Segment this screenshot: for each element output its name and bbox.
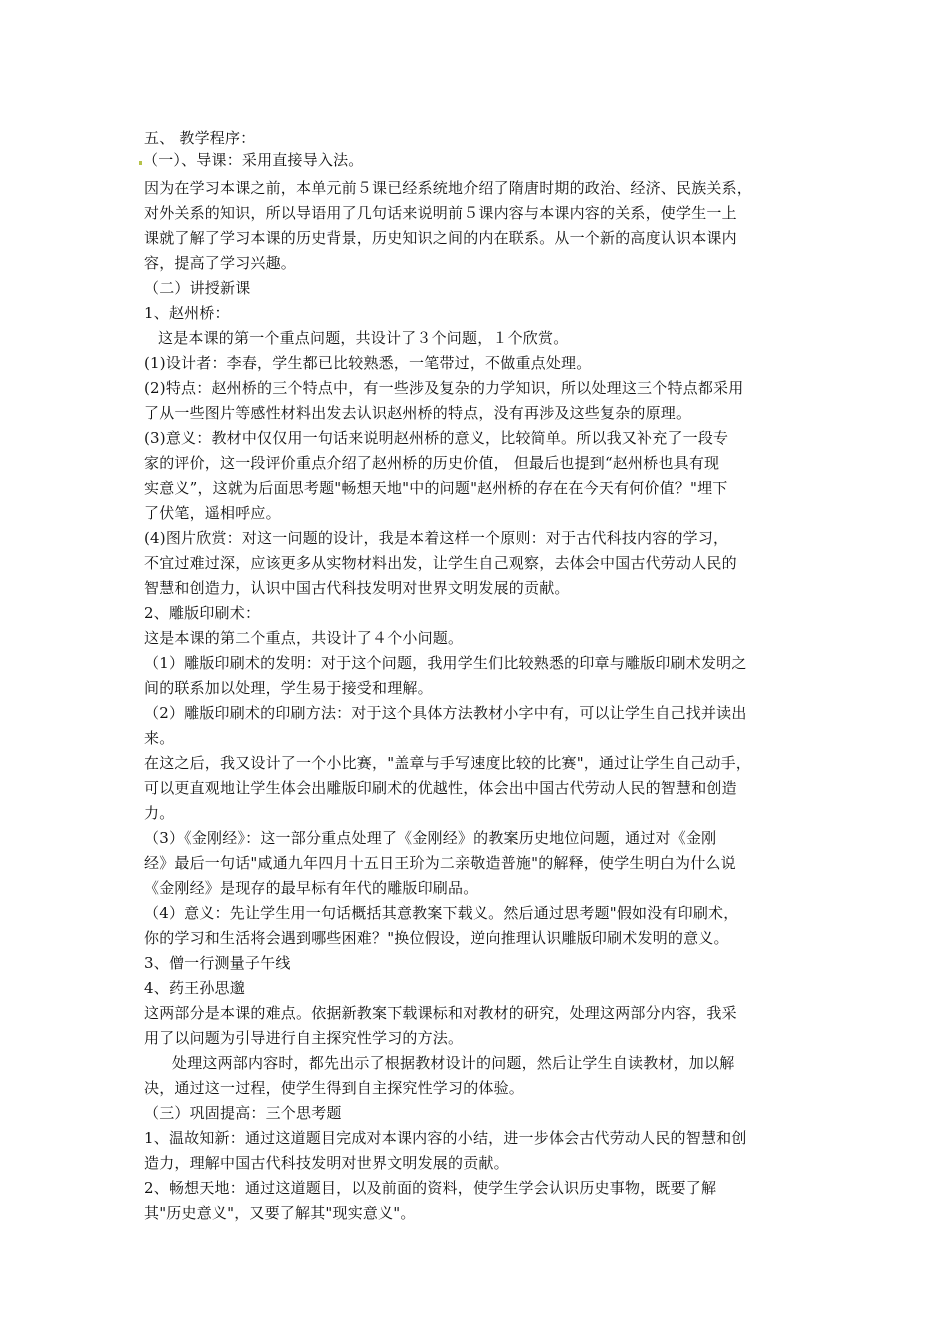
line-text: 《金刚经》是现存的最早标有年代的雕版印刷品。 xyxy=(144,879,479,897)
text-line xyxy=(144,953,291,973)
line-text: (1)设计者：李春，学生都已比较熟悉，一笔带过，不做重点处理。 xyxy=(144,354,592,372)
line-text: 间的联系加以处理，学生易于接受和理解。 xyxy=(144,679,433,697)
text-line xyxy=(144,453,719,473)
line-text: （三）巩固提高：三个思考题 xyxy=(144,1104,342,1122)
text-line xyxy=(144,1128,747,1148)
line-text: 这两部分是本课的难点。依据新教案下载课标和对教材的研究，处理这两部分内容，我采 xyxy=(144,1004,737,1022)
line-text: (4)图片欣赏：对这一问题的设计，我是本着这样一个原则：对于古代科技内容的学习， xyxy=(144,529,729,547)
line-text: 3、僧一行测量子午线 xyxy=(144,954,291,972)
line-text: 力。 xyxy=(144,804,175,822)
line-text: 因为在学习本课之前，本单元前５课已经系统地介绍了隋唐时期的政治、经济、民族关系， xyxy=(144,179,753,197)
text-line xyxy=(144,778,737,798)
line-text: (2)特点：赵州桥的三个特点中，有一些涉及复杂的力学知识，所以处理这三个特点都采用 xyxy=(144,379,744,397)
line-text: （1）雕版印刷术的发明：对于这个问题，我用学生们比较熟悉的印章与雕版印刷术发明之 xyxy=(144,654,747,672)
text-line xyxy=(144,628,463,648)
line-text: 这是本课的第二个重点，共设计了４个小问题。 xyxy=(144,629,464,647)
text-line xyxy=(144,528,728,548)
line-text: 可以更直观地让学生体会出雕版印刷术的优越性，体会出中国古代劳动人民的智慧和创造 xyxy=(144,779,737,797)
text-line xyxy=(144,653,747,673)
text-line xyxy=(158,328,568,348)
line-text: 2、畅想天地：通过这道题目，以及前面的资料，使学生学会认识历史事物，既要了解 xyxy=(144,1179,717,1197)
text-line xyxy=(144,578,570,598)
text-line xyxy=(144,803,174,823)
line-text: 课就了解了学习本课的历史背景，历史知识之间的内在联系。从一个新的高度认识本课内 xyxy=(144,229,737,247)
line-text: 不宜过难过深，应该更多从实物材料出发，让学生自己观察，去体会中国古代劳动人民的 xyxy=(144,554,737,572)
text-line xyxy=(144,553,737,573)
line-text: 2、雕版印刷术： xyxy=(144,604,261,622)
line-text: 决，通过这一过程，使学生得到自主探究性学习的体验。 xyxy=(144,1079,525,1097)
line-text: （3）《金刚经》：这一部分重点处理了《金刚经》的教案历史地位问题，通过对《金刚 xyxy=(144,829,717,847)
line-text: 其"历史意义"，又要了解其"现实意义"。 xyxy=(144,1204,416,1222)
line-text: （二）讲授新课 xyxy=(144,279,251,297)
line-text: 4、药王孙思邈 xyxy=(144,979,245,997)
line-text: （2）雕版印刷术的印刷方法：对于这个具体方法教材小字中有，可以让学生自己找并读出 xyxy=(144,704,747,722)
text-line xyxy=(144,1103,342,1123)
line-text: （一）、导课：采用直接导入法。 xyxy=(143,151,364,169)
line-text: 来。 xyxy=(144,729,175,747)
line-text: 造力，理解中国古代科技发明对世界文明发展的贡献。 xyxy=(144,1154,509,1172)
text-line xyxy=(144,1203,416,1223)
text-line xyxy=(144,1003,737,1023)
line-text: 容，提高了学习兴趣。 xyxy=(144,254,297,272)
text-line xyxy=(144,128,255,148)
text-line xyxy=(144,703,747,723)
text-line xyxy=(144,678,433,698)
text-line xyxy=(144,428,728,448)
text-line xyxy=(144,353,591,373)
text-line xyxy=(144,1078,524,1098)
line-text: 了从一些图片等感性材料出发去认识赵州桥的特点，没有再涉及这些复杂的原理。 xyxy=(144,404,692,422)
line-text: 你的学习和生活将会遇到哪些困难？"换位假设，逆向推理认识雕版印刷术发明的意义。 xyxy=(144,929,729,947)
line-text: 了伏笔，遥相呼应。 xyxy=(144,504,281,522)
line-text: （4）意义：先让学生用一句话概括其意教案下载义。然后通过思考题"假如没有印刷术， xyxy=(144,904,739,922)
line-text: 1、赵州桥： xyxy=(144,304,230,322)
text-line xyxy=(144,728,174,748)
line-text: 在这之后，我又设计了一个小比赛，"盖章与手写速度比较的比赛"，通过让学生自己动手， xyxy=(144,754,752,772)
text-line xyxy=(144,503,281,523)
text-line xyxy=(144,1153,509,1173)
text-line xyxy=(144,1028,463,1048)
text-line xyxy=(144,753,751,773)
line-text: 1、温故知新：通过这道题目完成对本课内容的小结，进一步体会古代劳动人民的智慧和创 xyxy=(144,1129,747,1147)
line-text: 处理这两部内容时，都先出示了根据教材设计的问题，然后让学生自读教材，加以解 xyxy=(172,1054,735,1072)
text-line xyxy=(144,828,716,848)
line-text: 实意义”，这就为后面思考题"畅想天地"中的问题"赵州桥的存在在今天有何价值？"埋下 xyxy=(144,479,728,497)
line-text: 经》最后一句话"咸通九年四月十五日王玠为二亲敬造普施"的解释，使学生明白为什么说 xyxy=(144,854,736,872)
text-line xyxy=(144,228,737,248)
text-line xyxy=(144,603,260,623)
text-line xyxy=(144,853,736,873)
text-line xyxy=(144,478,727,498)
text-line xyxy=(144,253,296,273)
line-text: 家的评价，这一段评价重点介绍了赵州桥的历史价值， 但最后也提到“赵州桥也具有现 xyxy=(144,454,720,472)
text-line xyxy=(144,178,752,198)
line-text: 智慧和创造力，认识中国古代科技发明对世界文明发展的贡献。 xyxy=(144,579,570,597)
text-line xyxy=(144,203,737,223)
line-text: 五、 教学程序： xyxy=(144,129,256,147)
text-line xyxy=(172,1053,734,1073)
text-line xyxy=(144,978,245,998)
text-line xyxy=(144,378,743,398)
text-line xyxy=(144,878,478,898)
line-text: 用了以问题为引导进行自主探究性学习的方法。 xyxy=(144,1029,464,1047)
text-line xyxy=(144,278,250,298)
text-line xyxy=(144,903,738,923)
text-line xyxy=(144,403,691,423)
text-line xyxy=(138,150,364,170)
line-text: (3)意义：教材中仅仅用一句话来说明赵州桥的意义，比较简单。所以我又补充了一段专 xyxy=(144,429,729,447)
line-text: 对外关系的知识，所以导语用了几句话来说明前５课内容与本课内容的关系，使学生一上 xyxy=(144,204,737,222)
marker-dot-icon xyxy=(139,161,142,165)
text-line xyxy=(144,928,729,948)
line-text: 这是本课的第一个重点问题，共设计了３个问题，１个欣赏。 xyxy=(158,329,569,347)
text-line xyxy=(144,303,230,323)
text-line xyxy=(144,1178,716,1198)
